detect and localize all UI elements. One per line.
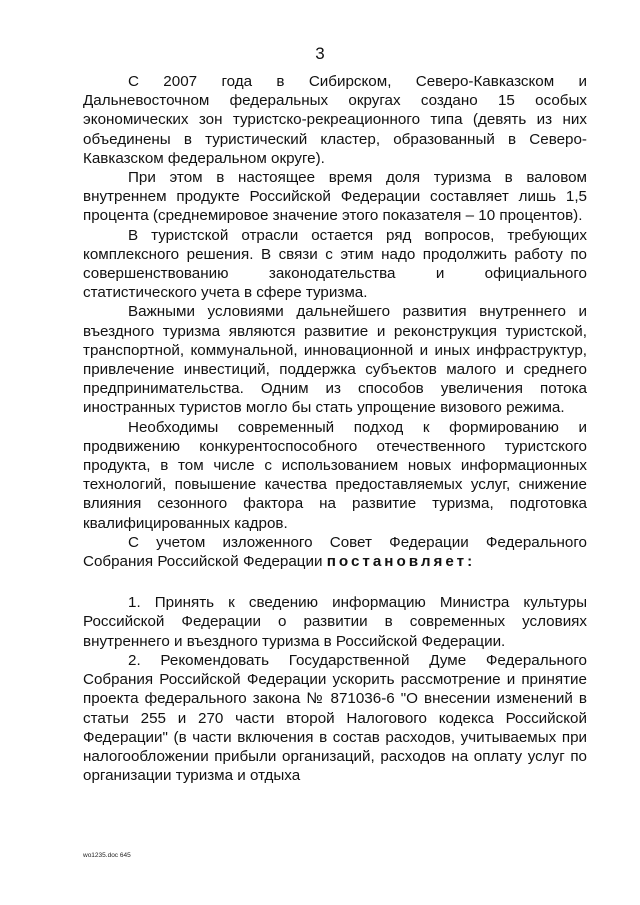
resolution-item-2: 2. Рекомендовать Государственной Думе Федерального Собрания Российской Федерации ускорить рассмотрение и принятие проекта федерального закона № 871036-6 "О внесении изменений в статьи 255 и 270 части второй Налогового кодекса Российской Федерации" (в части включения в состав расходов, учитываемых при налогообложении прибыли организаций, расходов на оплату услуг по организации туризма и отдыха [83,651,587,785]
resolution-item-1: 1. Принять к сведению информацию Министра культуры Российской Федерации о развитии в современных условиях внутреннего и въездного туризма в Российской Федерации. [83,594,587,650]
paragraph-gdp-share: При этом в настоящее время доля туризма в валовом внутреннем продукте Российской Федерации составляет лишь 1,5 процента (среднемировое значение этого показателя – 10 процентов). [83,169,587,225]
resolution-intro: С учетом изложенного Совет Федерации Федерального Собрания Российской Федерации [83,533,587,571]
page-number: 3 [315,44,325,63]
document-body [83,72,587,785]
paragraph-sez: С 2007 года в Сибирском, Северо-Кавказском и Дальневосточном федеральных округах создано 15 особых экономических зон туристско-рекреационного типа (девять из них объединены в туристический кластер, образованный в Северо-Кавказском федеральном округе). [83,73,587,167]
file-footer: wo1235.doc 645 [83,852,131,859]
paragraph-approach: Необходимы современный подход к формированию и продвижению конкурентоспособного отечественного туристского продукта, в том числе с использованием новых информационных технологий, повышение качества предоставляемых услуг, снижение влияния сезонного фактора на развитие туризма, подготовка квалифицированных кадров. [83,418,587,532]
paragraph-resolution [83,533,587,571]
paragraph-conditions: Важными условиями дальнейшего развития внутреннего и въездного туризма являются развитие и реконструкция туристской, транспортной, коммунальной, инновационной и иных инфраструктур, привлечение инвестиций, поддержка субъектов малого и среднего предпринимательства. Одним из способов увеличения потока иностранных туристов могло бы стать упрощение визового режима. [83,303,587,417]
section-spacer [83,571,587,593]
resolution-keyword: постановляет: [326,553,476,571]
paragraph-open-issues: В туристской отрасли остается ряд вопросов, требующих комплексного решения. В связи с этим надо продолжить работу по совершенствованию законодательства и официального статистического учета в сфере туризма. [83,226,587,302]
